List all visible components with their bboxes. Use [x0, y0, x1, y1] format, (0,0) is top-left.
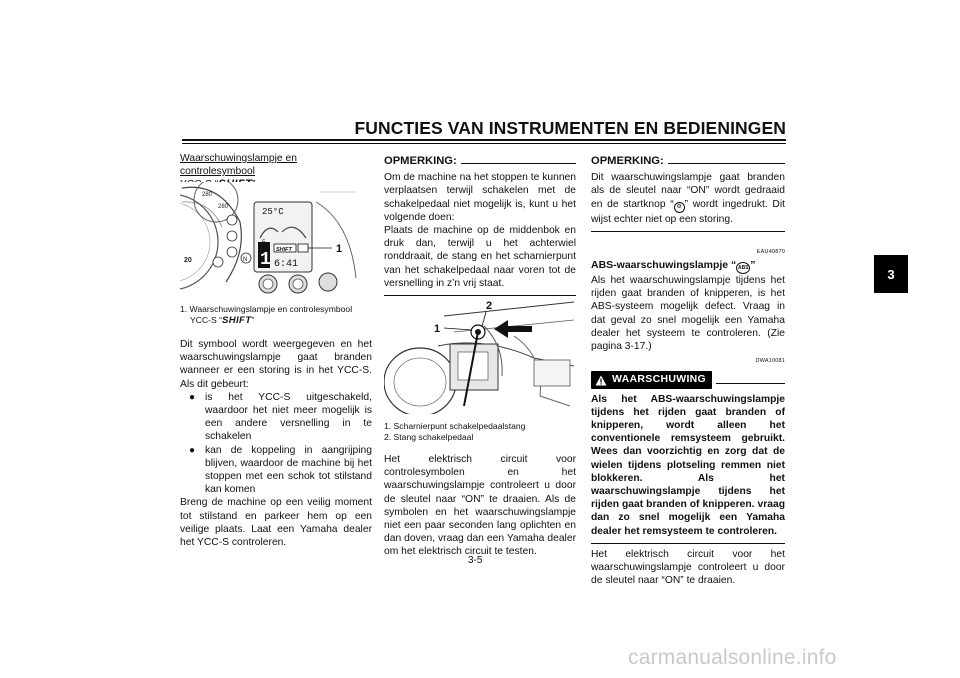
- figure1-caption: [180, 304, 372, 326]
- note-heading-rule: [461, 163, 576, 164]
- gauge-label-280a: 280: [202, 192, 213, 198]
- caption-line1: 1. Waarschuwingslampje en controlesymbool: [180, 304, 353, 314]
- intro-text: Dit symbool wordt weergegeven en het waarschuwingslampje gaat branden wanneer er een storing is in het YCC-S. Als dit gebeurt:: [180, 339, 372, 390]
- abs-icon: ABS: [736, 262, 750, 274]
- abs-body: Als het waarschuwingslampje tijdens het rijden gaat branden of knipperen, is het ABS-systeem mogelijk defect. Vraag in dat geval zo snel mogelijk een Yamaha dealer het systeem te controleren. (Zie pagina 3-17.): [591, 275, 785, 353]
- warning-badge: [591, 371, 712, 388]
- warning-rule: [716, 383, 785, 384]
- figure-callout-1: 1: [434, 323, 441, 335]
- note-heading-text: OPMERKING:: [384, 155, 457, 167]
- warning-triangle-icon: [595, 375, 607, 386]
- code-eau40870: EAU40870: [756, 248, 785, 255]
- lcd-clock: 6:41: [274, 259, 299, 270]
- warning-header: [591, 371, 785, 388]
- dashboard-figure: [180, 182, 374, 296]
- bullet-2: [180, 444, 372, 497]
- note-text: Om de machine na het stoppen te kunnen verplaatsen terwijl schakelen met de schakelpedaal niet mogelijk is, kunt u het volgende doen:: [384, 172, 576, 223]
- figure-callout-1: 1: [336, 243, 343, 255]
- warning-text: Als het ABS-waarschuwingslampje tijdens het rijden gaat branden of knipperen, wordt alleen het conventionele remsysteem gebruikt. Wees dan voorzichtig en zorg dat de wielen tijdens plotseling remmen niet blokkeren. Als het waarschuwingslampje tijdens het rijden gaat branden of knipperen. vraag dan zo snel mogelijk een Yamaha dealer het remsysteem te controleren.: [591, 393, 785, 537]
- lcd-shift-symbol: SHIFT: [276, 247, 292, 253]
- abs-heading-prefix: ABS-waarschuwingslampje “: [591, 259, 737, 272]
- abs-heading: [591, 259, 785, 274]
- caption-shift-symbol: SHIFT: [222, 314, 252, 326]
- figure-callout-2: 2: [486, 300, 493, 312]
- neutral-indicator: N: [243, 257, 248, 263]
- final-text: Het elektrisch circuit voor het waarschuwingslampje controleert u door de sleutel naar “ON” te draaien.: [591, 548, 785, 587]
- note-end-rule: [591, 231, 785, 232]
- caption-2: 2. Stang schakelpedaal: [384, 431, 474, 442]
- bullet-dot: ●: [189, 391, 196, 403]
- note-text: [591, 171, 785, 226]
- note-heading: [384, 155, 576, 168]
- caption-suffix: ”: [251, 314, 255, 325]
- figure2-captions: [384, 421, 576, 442]
- note-text-b: ” wordt ingedrukt. Dit wijst echter niet op een storing.: [591, 198, 785, 225]
- watermark: carmanualsonline.info: [628, 646, 837, 669]
- note-heading: [591, 155, 785, 168]
- caption-1: 1. Scharnierpunt schakelpedaalstang: [384, 421, 526, 431]
- section-tab[interactable]: 3: [874, 255, 908, 293]
- column2-body: Het elektrisch circuit voor controlesymbolen en het waarschuwingslampje controleert u door de sleutel naar “ON” te draaien. Als de symbolen en het waarschuwingslampje niet een paar seconden lang oplichten en dan doven, vraag dan een Yamaha dealer om het elektrisch circuit te testen.: [384, 454, 576, 558]
- shift-pedal-figure: [384, 296, 578, 414]
- gauge-label-20: 20: [184, 257, 192, 264]
- outro-text: Breng de machine op een veilig moment tot stilstand en parkeer hem op een veilige plaats. Laat een Yamaha dealer het YCC-S controleren.: [180, 497, 372, 549]
- title-rule: [182, 139, 786, 141]
- column-2: [384, 155, 576, 296]
- note-text-2: Plaats de machine op de middenbok en druk dan, terwijl u het achterwiel ronddraait, de stang en het scharnierpunt van het schakelpedaal naar voren tot de versnelling in z’n vrij staat.: [384, 225, 576, 289]
- column1-body: [180, 338, 372, 549]
- page-title: FUNCTIES VAN INSTRUMENTEN EN BEDIENINGEN: [354, 118, 786, 138]
- note-heading-text: OPMERKING:: [591, 155, 664, 167]
- lcd-gear: 1: [260, 250, 271, 270]
- caption-prefix: YCC-S “: [190, 314, 222, 325]
- note-text-a: Dit waarschuwingslampje gaat branden als de sleutel naar “ON” wordt gedraaid en de startknop “: [591, 172, 785, 210]
- column-3: [591, 155, 785, 587]
- note-heading-rule: [668, 163, 785, 164]
- start-switch-icon: ⚙: [674, 202, 685, 213]
- bullet-text: is het YCC-S uitgeschakeld, waardoor het niet meer mogelijk is een andere versnelling in te schakelen: [205, 391, 372, 443]
- code-dwa10081: DWA10081: [755, 358, 785, 365]
- bullet-text: kan de koppeling in aangrijping blijven, waardoor de machine bij het stoppen met een schok tot stilstand kan komen: [205, 444, 372, 496]
- gauge-label-280b: 280: [218, 204, 229, 210]
- warning-end-rule: [591, 543, 785, 544]
- page-number: 3-5: [468, 555, 483, 566]
- title-rule-thin: [182, 143, 786, 144]
- heading-line1: Waarschuwingslampje en controlesymbool: [180, 153, 297, 178]
- warning-label: WAARSCHUWING: [612, 373, 707, 386]
- abs-heading-suffix: ”: [750, 259, 756, 272]
- bullet-dot: ●: [189, 444, 196, 456]
- lcd-temp: 25°C: [262, 207, 284, 217]
- bullet-1: [180, 391, 372, 444]
